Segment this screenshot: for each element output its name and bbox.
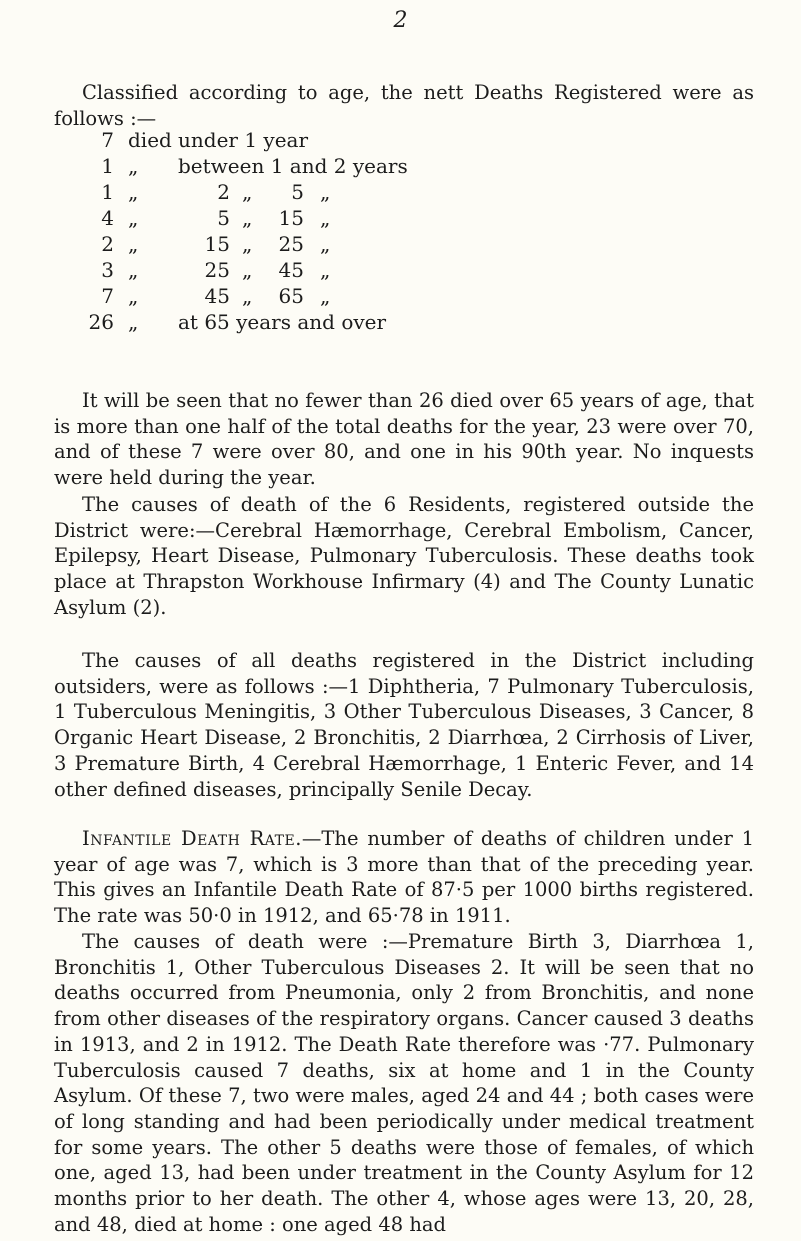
- age-to: 65: [278, 284, 304, 308]
- paragraph-infant-causes: The causes of death were :—Premature Birth 3, Diarrhœa 1, Bronchitis 1, Other Tuberculous Diseases 2. It will be seen that no deaths occurred from Pneumonia, only 2 from Bronchitis, and none from other diseases of the respiratory organs. Cancer caused 3 deaths in 1913, and 2 in 1912. The Death Rate therefore was ·77. Pulmonary Tuberculosis caused 7 deaths, six at home and 1 in the County Asylum. Of these 7, two were males, aged 24 and 44 ; both cases were of long standing and had been periodically under medical treatment for some years. The other 5 deaths were those of females, of which one, aged 13, had been under treatment in the County Asylum for 12 months prior to her death. The other 4, whose ages were 13, 20, 28, and 48, died at home : one aged 48 had: [54, 930, 754, 1236]
- ditto-mark: „: [242, 180, 253, 204]
- death-count: 3: [101, 258, 114, 282]
- ditto-mark: „: [320, 284, 331, 308]
- age-from: 2: [217, 180, 230, 204]
- age-range-text: under 1 year: [178, 128, 309, 152]
- paragraph-resident-causes: The causes of death of the 6 Residents, registered outside the District were:—Cerebral Hæmorrhage, Cerebral Embolism, Cancer, Epilepsy, Heart Disease, Pulmonary Tuberculosis. These deaths took place at Thrapston Workhouse Infirmary (4) and The County Lunatic Asylum (2).: [54, 493, 754, 619]
- age-from: 15: [204, 232, 230, 256]
- age-from: 45: [204, 284, 230, 308]
- ditto-mark: died: [128, 128, 172, 152]
- death-count: 7: [101, 284, 114, 308]
- death-count: 26: [88, 310, 114, 334]
- paragraph-age-summary: It will be seen that no fewer than 26 died over 65 years of age, that is more than one half of the total deaths for the year, 23 were over 70, and of these 7 were over 80, and one in his 90th year. No inquests were held during the year.: [54, 389, 754, 490]
- ditto-mark: „: [128, 206, 139, 230]
- ditto-mark: „: [128, 180, 139, 204]
- intro-paragraph: Classified according to age, the nett Deaths Registered were as follows :—: [54, 81, 754, 130]
- ditto-mark: „: [242, 284, 253, 308]
- death-count: 7: [101, 128, 114, 152]
- ditto-mark: „: [242, 232, 253, 256]
- paragraph-all-causes: The causes of all deaths registered in the District including outsiders, were as follows :—1 Diphtheria, 7 Pulmonary Tuberculosis, 1 Tuberculous Meningitis, 3 Other Tuberculous Diseases, 3 Cancer, 8 Organic Heart Disease, 2 Bronchitis, 2 Diarrhœa, 2 Cirrhosis of Liver, 3 Premature Birth, 4 Cerebral Hæmorrhage, 1 Enteric Fever, and 14 other defined diseases, principally Senile Decay.: [54, 649, 754, 801]
- age-to: 15: [278, 206, 304, 230]
- page-number: 2: [393, 8, 408, 33]
- ditto-mark: „: [128, 310, 139, 334]
- ditto-mark: „: [320, 180, 331, 204]
- ditto-mark: „: [320, 258, 331, 282]
- age-to: 5: [291, 180, 304, 204]
- age-range-text: between 1 and 2 years: [178, 154, 408, 178]
- ditto-mark: „: [128, 232, 139, 256]
- age-to: 45: [278, 258, 304, 282]
- age-from: 25: [204, 258, 230, 282]
- death-count: 4: [101, 206, 114, 230]
- age-from: 5: [217, 206, 230, 230]
- age-range-text: at 65 years and over: [178, 310, 387, 334]
- death-count: 1: [101, 180, 114, 204]
- paragraph-infantile-death-rate: [54, 826, 754, 929]
- death-count: 2: [101, 232, 114, 256]
- death-count: 1: [101, 154, 114, 178]
- ditto-mark: „: [242, 206, 253, 230]
- ditto-mark: „: [128, 284, 139, 308]
- ditto-mark: „: [128, 154, 139, 178]
- infantile-rate-text: —The number of deaths of children under 1 year of age was 7, which is 3 more than that of the preceding year. This gives an Infantile Death Rate of 87·5 per 1000 births registered. The rate was 50·0 in 1912, and 65·78 in 1911.: [54, 827, 755, 928]
- age-to: 25: [278, 232, 304, 256]
- ditto-mark: „: [128, 258, 139, 282]
- ditto-mark: „: [320, 232, 331, 256]
- ditto-mark: „: [242, 258, 253, 282]
- section-heading: Infantile Death Rate.: [82, 827, 302, 850]
- ditto-mark: „: [320, 206, 331, 230]
